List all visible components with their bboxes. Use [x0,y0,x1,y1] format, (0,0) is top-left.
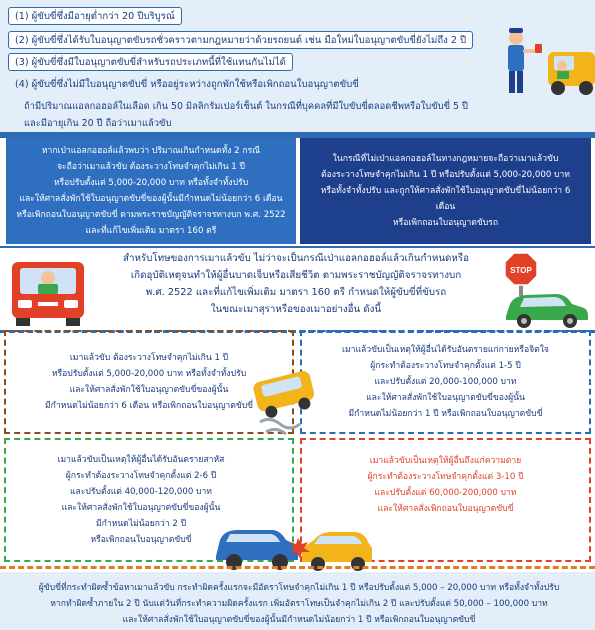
penalty-line: หรือปรับตั้งแต่ 5,000-20,000 บาท หรือทั้งจำทั้งปรับ [51,369,247,379]
penalty-intro-line: ในขณะเมาสุราหรือของเมาอย่างอื่น ดังนี้ [210,304,382,315]
penalty-line: ผู้กระทำต้องระวางโทษจำคุกตั้งแต่ 2-6 ปี [65,471,217,481]
repeat-offense-line: หากทำผิดซ้ำภายใน 2 ปี นับแต่วันที่กระทำความผิดครั้งแรก เพิ่มอัตราโทษเป็นจำคุกไม่เกิน 2 ปี และปรับตั้งแต่ 50,000 – 100,000 บาท [50,599,548,609]
penalty-line: หรือเพิกถอนใบอนุญาตขับขี่ [90,535,192,545]
breath-test-line: และให้ศาลสั่งพักใช้ใบอนุญาตขับขี่ของผู้นั้นมีกำหนดไม่น้อยกว่า 6 เดือน [19,194,283,204]
penalty-line: ผู้กระทำต้องระวางโทษจำคุกตั้งแต่ 3-10 ปี [367,472,524,482]
repeat-offense-text [10,580,588,628]
car-crash-icon [214,512,374,574]
condition-row-3 [8,52,293,72]
penalty-line: เมาแล้วขับเป็นเหตุให้ผู้อื่นถึงแก่ความตาย [369,456,522,466]
condition-4: (4) ผู้ขับขี่ซึ่งไม่มีใบอนุญาตขับขี่ หรืออยู่ระหว่างถูกพักใช้หรือเพิกถอนใบอนุญาตขับขี่ [15,78,359,90]
penalty-line: และปรับตั้งแต่ 60,000-200,000 บาท [374,488,517,498]
repeat-offense-line: และให้ศาลสั่งพักใช้ใบอนุญาตขับขี่ของผู้นั้นมีกำหนดไม่น้อยกว่า 1 ปี หรือเพิกถอนใบอนุญาตขับขี่ [122,615,476,625]
section-divider [0,566,595,569]
condition-2: (2) ผู้ขับขี่ซึ่งได้รับใบอนุญาตขับรถชั่วคราวตามกฎหมายว่าด้วยรถยนต์ เช่น มือใหม่ใบอนุญาตขับขี่ยังไม่ถึง 2 ปี [8,31,473,49]
penalty-line: และให้ศาลสั่งพักใช้ใบอนุญาตขับขี่ของผู้นั้น [366,393,525,403]
penalty-line: และให้ศาลสั่งเพิกถอนใบอนุญาตขับขี่ [377,504,514,514]
conditions-section [0,0,595,132]
breath-test-line: หากเป่าแอลกอฮอล์แล้วพบว่า ปริมาณเกินกำหนดทั้ง 2 กรณี [41,146,261,156]
officer-checking-driver-icon [500,22,595,102]
breath-test-line: หรือเพิกถอนใบอนุญาตขับขี่ ตามพระราชบัญญัติจราจรทางบก พ.ศ. 2522 [16,210,286,220]
penalty-line: และให้ศาลสั่งพักใช้ใบอนุญาตขับขี่ของผู้นั้น [69,385,229,395]
refuse-test-line: หรือเพิกถอนใบอนุญาตขับรถ [392,218,499,228]
penalty-line: และให้ศาลสั่งพักใช้ใบอนุญาตขับขี่ของผู้นั้น [61,503,221,513]
condition-row-2 [8,30,473,50]
alcohol-limit-note [24,98,494,132]
refuse-test-line: ต้องระวางโทษจำคุกไม่เกิน 1 ปี หรือปรับตั้งแต่ 5,000-20,000 บาท [321,170,570,180]
penalty-line: เมาแล้วขับ ต้องระวางโทษจำคุกไม่เกิน 1 ปี [69,353,229,363]
green-car-icon [500,282,590,330]
breath-test-line: หรือปรับตั้งแต่ 5,000-20,000 บาท หรือทั้งจำทั้งปรับ [53,178,249,188]
penalty-line: เมาแล้วขับเป็นเหตุให้ผู้อื่นได้รับอันตรายสาหัส [57,455,225,465]
condition-row-1 [8,6,182,26]
penalty-intro-section [0,248,595,330]
penalty-line: มีกำหนดไม่น้อยกว่า 6 เดือน หรือเพิกถอนใบอนุญาตขับขี่ [44,401,254,411]
refuse-test-line: หรือทั้งจำทั้งปรับ และถูกให้ศาลสั่งพักใช้ใบอนุญาตขับขี่ไม่น้อยกว่า 6 เดือน [320,186,571,212]
repeat-offense-section [0,572,595,630]
condition-1: (1) ผู้ขับขี่ซึ่งมีอายุต่ำกว่า 20 ปีบริบูรณ์ [8,7,182,25]
alcohol-limit-note-line-1: ถ้ามีปริมาณแอลกอฮอล์ในเลือด เกิน 50 มิลลิกรัมเปอร์เซ็นต์ ในกรณีที่บุคคลที่มีใบขับขี่ตลอดชีพหรือใบขับขี่ 5 ปี [24,101,468,112]
penalty-death-text [326,453,566,517]
refuse-test-line: ในกรณีที่ไม่เป่าแอลกอฮอล์ในทางกฎหมายจะถือว่าเมาแล้วขับ [332,154,559,164]
repeat-offense-line: ผู้ขับขี่ที่กระทำผิดซ้ำข้อหาเมาแล้วขับ กระทำผิดครั้งแรกจะมีอัตราโทษจำคุกไม่เกิน 1 ปี หรือปรับตั้งแต่ 5,000 – 20,000 บาท หรือทั้งจำทั้งปรับ [38,583,560,593]
breath-test-line: และที่แก้ไขเพิ่มเติม มาตรา 160 ตรี [85,226,217,236]
breath-test-line: จะถือว่าเมาแล้วขับ ต้องระวางโทษจำคุกไม่เกิน 1 ปี [57,162,245,172]
truck-driver-icon [8,254,88,326]
yellow-car-skid-icon [250,366,320,438]
condition-3: (3) ผู้ขับขี่ซึ่งมีใบอนุญาตขับขี่สำหรับรถประเภทนี้ที่ใช้แทนกันไม่ได้ [8,53,293,71]
penalty-intro-line: สำหรับโทษของการเมาแล้วขับ ไม่ว่าจะเป็นกรณีเป่าแอลกอฮอล์แล้วเกินกำหนดหรือ [122,253,470,264]
stop-sign-text: STOP [510,266,532,275]
breath-test-over-limit-box [6,138,296,244]
penalty-intro-line: เกิดอุบัติเหตุจนทำให้ผู้อื่นบาดเจ็บหรือเสียชีวิต ตามพระราชบัญญัติจราจรทางบก [130,270,462,281]
penalty-injury-box [300,330,591,434]
alcohol-limit-note-line-2: และมีอายุเกิน 20 ปี ถือว่าเมาแล้วขับ [24,118,172,129]
penalty-line: มีกำหนดไม่น้อยกว่า 2 ปี [95,519,187,529]
condition-row-4 [8,74,366,94]
refuse-breath-test-box [300,138,591,244]
penalty-line: ผู้กระทำต้องระวางโทษจำคุกตั้งแต่ 1-5 ปี [370,361,521,371]
penalty-intro-text [86,250,506,318]
penalty-line: มีกำหนดไม่น้อยกว่า 1 ปี หรือเพิกถอนใบอนุญาตขับขี่ [348,409,543,419]
penalty-line: และปรับตั้งแต่ 40,000-120,000 บาท [70,487,212,497]
penalty-line: และปรับตั้งแต่ 20,000-100,000 บาท [374,377,517,387]
penalty-intro-line: พ.ศ. 2522 และที่แก้ไขเพิ่มเติม มาตรา 160 ตรี กำหนดให้ผู้ขับขี่ที่ขับรถ [145,287,447,298]
penalty-line: เมาแล้วขับเป็นเหตุให้ผู้อื่นได้รับอันตรายแก่กายหรือจิตใจ [342,345,549,355]
